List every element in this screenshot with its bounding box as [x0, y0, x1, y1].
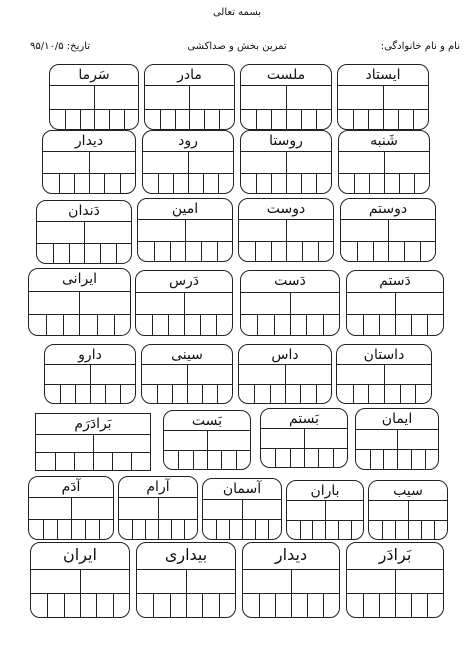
grid-divider [184, 519, 185, 539]
word-text: بَستم [289, 411, 319, 427]
grid-divider [145, 519, 146, 539]
grid-divider [333, 448, 334, 467]
grid-divider [158, 173, 159, 193]
grid-divider [259, 593, 260, 617]
word-card [260, 408, 348, 468]
grid-divider [158, 497, 159, 539]
word-card [28, 476, 114, 540]
grid-divider [99, 519, 100, 539]
grid-divider [218, 173, 219, 193]
word-text: آسمان [222, 481, 262, 497]
word-text: دیدار [74, 133, 104, 149]
grid-divider [271, 109, 272, 129]
word-card [136, 542, 236, 618]
grid-divider [47, 593, 48, 617]
grid-divider [275, 593, 276, 617]
grid-line [119, 519, 197, 520]
word-card [142, 130, 234, 194]
word-text: بیداری [164, 545, 208, 564]
grid-divider [395, 520, 396, 539]
grid-divider [229, 519, 230, 539]
grid-line [43, 173, 135, 174]
grid-divider [255, 241, 256, 261]
grid-line [261, 448, 347, 449]
grid-divider [170, 241, 171, 261]
word-card [144, 64, 235, 130]
grid-divider [175, 109, 176, 129]
word-card [28, 268, 131, 336]
grid-line [145, 109, 234, 110]
grid-divider [236, 450, 237, 469]
word-card [240, 130, 332, 194]
grid-divider [312, 520, 313, 539]
word-card [238, 198, 334, 262]
word-card [202, 478, 282, 540]
grid-divider [170, 593, 171, 617]
grid-divider [363, 314, 364, 335]
word-text: ملست [266, 67, 306, 83]
grid-divider [100, 243, 101, 263]
grid-divider [415, 384, 416, 403]
grid-divider [113, 593, 114, 617]
grid-divider [219, 593, 220, 617]
grid-divider [171, 519, 172, 539]
grid-divider [384, 151, 385, 193]
grid-divider [363, 593, 364, 617]
grid-divider [94, 85, 95, 129]
grid-divider [120, 384, 121, 403]
grid-line [241, 173, 331, 174]
grid-divider [301, 173, 302, 193]
word-card [368, 480, 448, 540]
grid-divider [189, 85, 190, 129]
grid-line [136, 314, 232, 315]
grid-divider [316, 109, 317, 129]
word-card [338, 130, 430, 194]
grid-divider [64, 593, 65, 617]
grid-divider [172, 384, 173, 403]
word-card [337, 64, 429, 130]
grid-line [338, 109, 428, 110]
grid-divider [379, 593, 380, 617]
grid-divider [160, 109, 161, 129]
grid-divider [221, 450, 222, 469]
grid-divider [124, 109, 125, 129]
word-text: دیدار [274, 545, 308, 564]
grid-divider [383, 85, 384, 129]
word-text: دَندان [68, 203, 100, 219]
grid-divider [80, 109, 81, 129]
word-card [340, 198, 436, 262]
grid-divider [286, 219, 287, 261]
word-text: سَرما [78, 67, 110, 83]
grid-divider [400, 384, 401, 403]
word-card [36, 200, 132, 264]
word-text: بَرادَر [378, 545, 412, 564]
grid-divider [75, 384, 76, 403]
grid-divider [152, 314, 153, 335]
grid-divider [383, 449, 384, 469]
grid-divider [60, 384, 61, 403]
grid-divider [120, 173, 121, 193]
grid-divider [353, 109, 354, 129]
worksheet-header [0, 0, 474, 60]
grid-line [29, 519, 113, 520]
grid-divider [323, 593, 324, 617]
grid-line [203, 519, 281, 520]
grid-divider [427, 314, 428, 335]
word-text: دوستم [368, 201, 408, 217]
grid-divider [354, 173, 355, 193]
grid-divider [286, 151, 287, 193]
grid-divider [274, 314, 275, 335]
grid-divider [373, 241, 374, 261]
grid-divider [411, 593, 412, 617]
grid-divider [173, 173, 174, 193]
word-text: داس [271, 347, 299, 363]
grid-divider [55, 452, 56, 470]
grid-line [164, 450, 250, 451]
grid-divider [204, 109, 205, 129]
grid-divider [301, 109, 302, 129]
grid-divider [275, 448, 276, 467]
word-card [30, 542, 130, 618]
grid-divider [379, 314, 380, 335]
word-text: دوست [266, 201, 306, 217]
word-card [240, 64, 332, 130]
word-card [346, 270, 444, 336]
word-text: دَرس [168, 273, 200, 289]
grid-divider [71, 497, 72, 539]
grid-divider [193, 450, 194, 469]
grid-divider [290, 448, 291, 467]
grid-line [347, 593, 443, 594]
grid-line [243, 593, 339, 594]
grid-line [137, 593, 235, 594]
grid-divider [257, 314, 258, 335]
word-card [336, 344, 432, 404]
grid-divider [131, 452, 132, 470]
grid-divider [302, 241, 303, 261]
grid-divider [200, 314, 201, 335]
grid-line [369, 520, 447, 521]
word-text: دَست [274, 273, 306, 289]
word-text: بَرادَرَم [74, 416, 112, 432]
grid-divider [434, 520, 435, 539]
grid-line [239, 384, 331, 385]
word-text: باران [310, 483, 340, 499]
grid-divider [74, 173, 75, 193]
grid-divider [202, 593, 203, 617]
word-card [355, 408, 439, 470]
word-text: رود [178, 133, 198, 149]
grid-line [143, 173, 233, 174]
word-text: سینی [171, 347, 203, 363]
date-label: تاریخ: ۹۵/۱۰/۵ [30, 41, 91, 52]
grid-divider [353, 384, 354, 403]
grid-divider [368, 109, 369, 129]
word-card [42, 130, 136, 194]
grid-divider [185, 219, 186, 261]
grid-divider [203, 173, 204, 193]
grid-divider [256, 109, 257, 129]
grid-divider [300, 384, 301, 403]
grid-divider [53, 243, 54, 263]
grid-divider [404, 241, 405, 261]
word-card [137, 198, 233, 262]
grid-divider [369, 173, 370, 193]
word-text: سیب [393, 483, 423, 499]
grid-divider [74, 452, 75, 470]
grid-divider [219, 109, 220, 129]
word-text: ایرانی [62, 271, 97, 287]
word-card [44, 344, 136, 404]
grid-divider [112, 452, 113, 470]
grid-divider [256, 173, 257, 193]
word-card [286, 480, 364, 540]
student-name-label: نام و نام خانوادگی: [380, 41, 460, 52]
grid-divider [382, 520, 383, 539]
grid-divider [46, 314, 47, 335]
grid-divider [316, 384, 317, 403]
grid-divider [69, 243, 70, 263]
grid-line [339, 173, 429, 174]
grid-divider [217, 241, 218, 261]
grid-divider [114, 314, 115, 335]
grid-divider [270, 384, 271, 403]
grid-divider [411, 314, 412, 335]
grid-divider [202, 384, 203, 403]
grid-divider [132, 519, 133, 539]
word-text: آرام [146, 479, 170, 495]
word-text: ایمان [381, 411, 413, 427]
word-card [242, 542, 340, 618]
word-text: ایستاد [365, 67, 401, 83]
grid-divider [388, 219, 389, 261]
grid-divider [306, 314, 307, 335]
grid-divider [216, 314, 217, 335]
word-text: داستان [363, 347, 405, 363]
bismillah-heading: بسمه تعالی [212, 7, 262, 18]
grid-divider [300, 520, 301, 539]
word-card [163, 410, 251, 470]
grid-divider [271, 173, 272, 193]
grid-divider [104, 173, 105, 193]
grid-line [347, 314, 443, 315]
word-text: مادر [177, 67, 202, 83]
grid-divider [338, 520, 339, 539]
grid-divider [425, 449, 426, 469]
grid-divider [65, 109, 66, 129]
grid-divider [411, 449, 412, 469]
word-card [135, 270, 233, 336]
word-text: امین [171, 201, 199, 217]
grid-divider [178, 450, 179, 469]
grid-divider [254, 384, 255, 403]
word-card [118, 476, 198, 540]
grid-divider [63, 314, 64, 335]
grid-divider [323, 314, 324, 335]
grid-divider [271, 241, 272, 261]
grid-divider [43, 519, 44, 539]
grid-line [337, 384, 431, 385]
word-card [35, 413, 151, 471]
grid-divider [154, 241, 155, 261]
grid-line [45, 384, 135, 385]
word-text: شَنبه [370, 133, 398, 149]
grid-line [31, 593, 129, 594]
word-card [240, 270, 340, 336]
grid-divider [59, 173, 60, 193]
grid-divider [153, 593, 154, 617]
grid-divider [268, 519, 269, 539]
grid-divider [318, 241, 319, 261]
grid-divider [201, 241, 202, 261]
grid-divider [316, 173, 317, 193]
word-card [346, 542, 444, 618]
word-card [141, 344, 233, 404]
grid-divider [217, 384, 218, 403]
word-text: دارو [78, 347, 102, 363]
word-card [49, 64, 139, 130]
grid-divider [368, 384, 369, 403]
grid-divider [318, 448, 319, 467]
grid-divider [116, 243, 117, 263]
grid-divider [399, 173, 400, 193]
grid-divider [414, 173, 415, 193]
grid-divider [420, 241, 421, 261]
grid-divider [421, 520, 422, 539]
grid-divider [97, 314, 98, 335]
grid-divider [96, 593, 97, 617]
grid-divider [79, 291, 80, 335]
grid-divider [357, 241, 358, 261]
grid-divider [427, 593, 428, 617]
grid-divider [85, 519, 86, 539]
grid-divider [157, 384, 158, 403]
worksheet-title: تمرین بخش و صداکشی [187, 41, 287, 52]
grid-divider [109, 109, 110, 129]
word-text: روستا [269, 133, 303, 149]
word-text: دَستم [379, 273, 411, 289]
grid-divider [105, 384, 106, 403]
grid-divider [89, 151, 90, 193]
grid-divider [307, 593, 308, 617]
grid-line [241, 314, 339, 315]
grid-line [142, 384, 232, 385]
grid-divider [286, 85, 287, 129]
word-text: ایران [63, 545, 97, 564]
grid-divider [413, 109, 414, 129]
grid-line [241, 109, 331, 110]
grid-divider [93, 434, 94, 470]
word-text: آدَم [61, 479, 81, 495]
grid-divider [216, 519, 217, 539]
grid-divider [84, 221, 85, 263]
grid-divider [57, 519, 58, 539]
grid-divider [255, 519, 256, 539]
grid-divider [188, 151, 189, 193]
grid-divider [370, 449, 371, 469]
grid-divider [398, 109, 399, 129]
word-text: بَست [191, 413, 223, 429]
grid-divider [168, 314, 169, 335]
word-card [238, 344, 332, 404]
grid-divider [351, 520, 352, 539]
